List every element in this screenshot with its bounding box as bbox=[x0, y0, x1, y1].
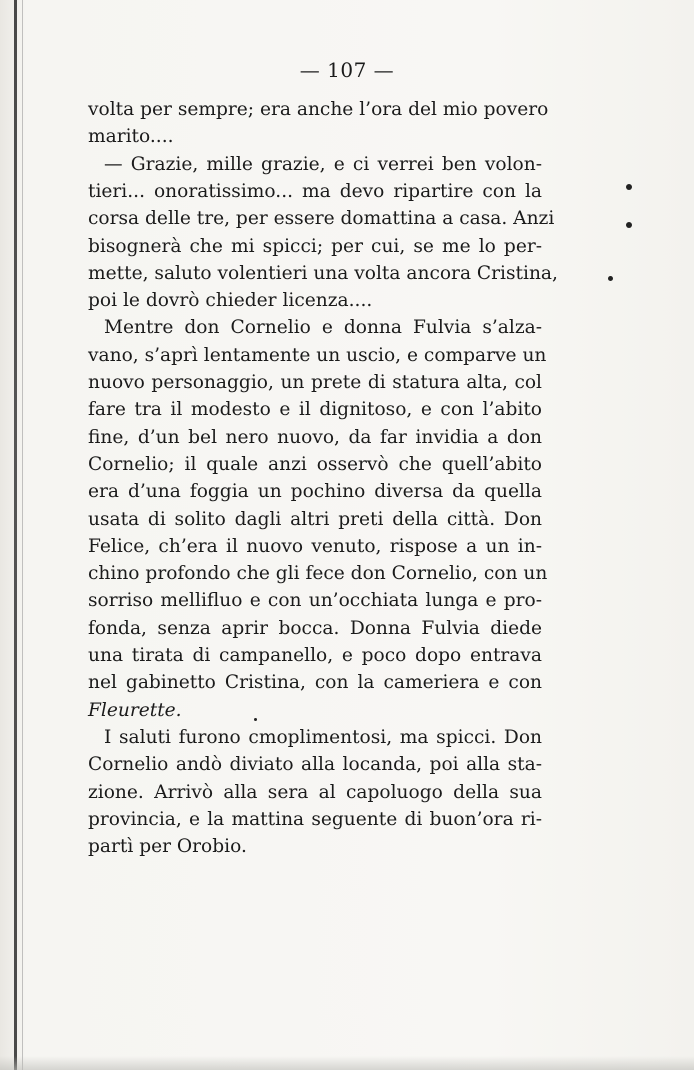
text-line: nel gabinetto Cristina, con la cameriera e con bbox=[88, 672, 542, 694]
text-line: provincia, e la mattina seguente di buon’ora ri- bbox=[88, 808, 542, 830]
text-line: chino profondo che gli fece don Cornelio, con un bbox=[88, 563, 548, 585]
text-line: partì per Orobio. bbox=[88, 836, 247, 858]
binding-edge bbox=[14, 0, 17, 1070]
text-line: Mentre don Cornelio e donna Fulvia s’alza- bbox=[104, 317, 542, 339]
page-number: — 107 — bbox=[299, 58, 395, 82]
text-line: tieri... onoratissimo... ma devo ripartire con la bbox=[88, 180, 542, 202]
ink-speck bbox=[626, 222, 632, 228]
binding-edge-shadow bbox=[22, 0, 23, 1070]
text-line: vano, s’aprì lentamente un uscio, e comparve un bbox=[88, 344, 547, 366]
text-line: I saluti furono cmoplimentosi, ma spicci. Don bbox=[104, 726, 542, 748]
ink-speck bbox=[254, 718, 257, 721]
text-line: mette, saluto volentieri una volta ancora Cristina, bbox=[88, 262, 558, 284]
text-line: usata di solito dagli altri preti della città. Don bbox=[88, 508, 542, 530]
text-line: bisognerà che mi spicci; per cui, se me lo per- bbox=[88, 235, 542, 257]
text-line: corsa delle tre, per essere domattina a casa. Anzi bbox=[88, 208, 555, 230]
text-line: zione. Arrivò alla sera al capoluogo della sua bbox=[88, 781, 542, 803]
text-line: Cornelio andò diviato alla locanda, poi alla sta- bbox=[88, 754, 542, 776]
text-line: marito.... bbox=[88, 126, 174, 148]
text-line: fare tra il modesto e il dignitoso, e con l’abito bbox=[88, 399, 542, 421]
ink-speck bbox=[626, 184, 632, 190]
text-line: sorriso mellifluo e con un’occhiata lunga e pro- bbox=[88, 590, 542, 612]
text-line: volta per sempre; era anche l’ora del mio povero bbox=[88, 99, 549, 120]
text-line: Fleurette. bbox=[88, 699, 182, 721]
page-bottom-shadow bbox=[0, 1056, 694, 1070]
text-line: nuovo personaggio, un prete di statura alta, col bbox=[88, 372, 542, 393]
text-line: poi le dovrò chieder licenza.... bbox=[88, 290, 373, 312]
text-line: Felice, ch’era il nuovo venuto, rispose a un in- bbox=[88, 535, 542, 557]
text-line: — Grazie, mille grazie, e ci verrei ben volon- bbox=[104, 153, 542, 175]
text-line: Cornelio; il quale anzi osservò che quell’abito bbox=[88, 453, 542, 475]
text-line: fine, d’un bel nero nuovo, da far invidia a don bbox=[88, 426, 542, 448]
text-line: fonda, senza aprir bocca. Donna Fulvia diede bbox=[88, 617, 542, 639]
text-line: era d’una foggia un pochino diversa da quella bbox=[88, 481, 542, 503]
text-line: una tirata di campanello, e poco dopo entrava bbox=[88, 645, 542, 666]
ink-speck bbox=[608, 276, 613, 281]
